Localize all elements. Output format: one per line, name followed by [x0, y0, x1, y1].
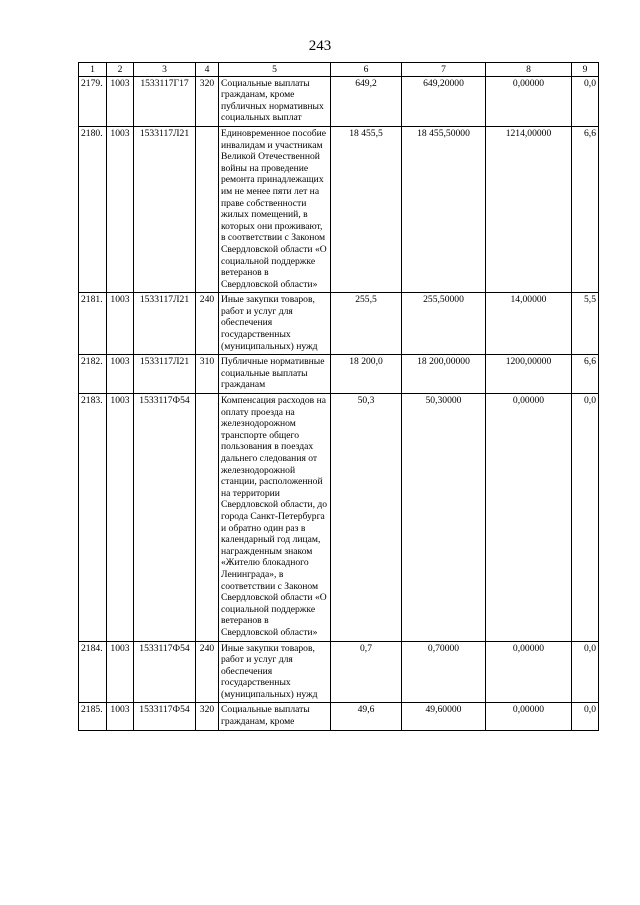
percent-value: 5,5	[572, 293, 599, 355]
target-code: 1533117Л21	[134, 355, 196, 394]
expense-type-code: 240	[196, 293, 219, 355]
column-header: 7	[402, 63, 486, 77]
percent-value: 6,6	[572, 355, 599, 394]
table-row	[79, 703, 599, 730]
plan-value: 18 455,5	[331, 126, 402, 292]
remainder-value: 1200,00000	[486, 355, 572, 394]
execution-value: 49,60000	[402, 703, 486, 730]
remainder-value: 14,00000	[486, 293, 572, 355]
row-description: Иные закупки товаров, работ и услуг для обеспечения государственных (муниципальных) нужд	[219, 641, 331, 703]
table-row	[79, 126, 599, 292]
expense-type-code: 320	[196, 76, 219, 126]
column-header: 8	[486, 63, 572, 77]
page-number: 243	[308, 38, 332, 54]
percent-value: 0,0	[572, 703, 599, 730]
target-code: 1533117Л21	[134, 293, 196, 355]
execution-value: 18 455,50000	[402, 126, 486, 292]
table-row	[79, 641, 599, 703]
plan-value: 255,5	[331, 293, 402, 355]
percent-value: 6,6	[572, 126, 599, 292]
column-header: 4	[196, 63, 219, 77]
execution-value: 50,30000	[402, 394, 486, 641]
percent-value: 0,0	[572, 394, 599, 641]
row-description: Компенсация расходов на оплату проезда на железнодорожном транспорте общего пользования в поездах дальнего следования от железнодорожной станции, расположенной на территории Свердловской области, до города Санкт-Петербурга и обратно один раз в календарный год лицам, награжденным знаком «Жителю блокадного Ленинграда», в соответствии с Законом Свердловской области «О социальной поддержке ветеранов в Свердловской области»	[219, 394, 331, 641]
column-number-row	[79, 63, 599, 77]
plan-value: 50,3	[331, 394, 402, 641]
target-code: 1533117Ф54	[134, 394, 196, 641]
section-code: 1003	[107, 394, 134, 641]
row-number: 2181.	[79, 293, 107, 355]
execution-value: 18 200,00000	[402, 355, 486, 394]
row-description: Социальные выплаты гражданам, кроме публичных нормативных социальных выплат	[219, 76, 331, 126]
column-header: 2	[107, 63, 134, 77]
row-number: 2184.	[79, 641, 107, 703]
expense-type-code	[196, 126, 219, 292]
expense-type-code	[196, 394, 219, 641]
column-header: 3	[134, 63, 196, 77]
section-code: 1003	[107, 641, 134, 703]
target-code: 1533117Г17	[134, 76, 196, 126]
plan-value: 49,6	[331, 703, 402, 730]
budget-table	[78, 62, 599, 731]
row-description: Иные закупки товаров, работ и услуг для обеспечения государственных (муниципальных) нужд	[219, 293, 331, 355]
expense-type-code: 310	[196, 355, 219, 394]
column-header: 5	[219, 63, 331, 77]
expense-type-code: 240	[196, 641, 219, 703]
target-code: 1533117Ф54	[134, 641, 196, 703]
execution-value: 255,50000	[402, 293, 486, 355]
table-row	[79, 293, 599, 355]
row-number: 2185.	[79, 703, 107, 730]
section-code: 1003	[107, 293, 134, 355]
column-header: 6	[331, 63, 402, 77]
table-row	[79, 394, 599, 641]
expense-type-code: 320	[196, 703, 219, 730]
remainder-value: 0,00000	[486, 76, 572, 126]
percent-value: 0,0	[572, 641, 599, 703]
remainder-value: 0,00000	[486, 703, 572, 730]
remainder-value: 0,00000	[486, 394, 572, 641]
execution-value: 649,20000	[402, 76, 486, 126]
plan-value: 18 200,0	[331, 355, 402, 394]
section-code: 1003	[107, 355, 134, 394]
section-code: 1003	[107, 703, 134, 730]
section-code: 1003	[107, 126, 134, 292]
target-code: 1533117Ф54	[134, 703, 196, 730]
table-row	[79, 355, 599, 394]
row-description: Единовременное пособие инвалидам и участникам Великой Отечественной войны на проведение ремонта принадлежащих им не менее пяти лет на праве собственности жилых помещений, в которых они проживают, в соответствии с Законом Свердловской области «О социальной поддержке ветеранов в Свердловской области»	[219, 126, 331, 292]
column-header: 1	[79, 63, 107, 77]
section-code: 1003	[107, 76, 134, 126]
row-number: 2179.	[79, 76, 107, 126]
execution-value: 0,70000	[402, 641, 486, 703]
row-number: 2182.	[79, 355, 107, 394]
remainder-value: 0,00000	[486, 641, 572, 703]
row-number: 2180.	[79, 126, 107, 292]
percent-value: 0,0	[572, 76, 599, 126]
plan-value: 649,2	[331, 76, 402, 126]
remainder-value: 1214,00000	[486, 126, 572, 292]
row-number: 2183.	[79, 394, 107, 641]
column-header: 9	[572, 63, 599, 77]
table-row	[79, 76, 599, 126]
row-description: Публичные нормативные социальные выплаты гражданам	[219, 355, 331, 394]
target-code: 1533117Л21	[134, 126, 196, 292]
row-description: Социальные выплаты гражданам, кроме	[219, 703, 331, 730]
plan-value: 0,7	[331, 641, 402, 703]
